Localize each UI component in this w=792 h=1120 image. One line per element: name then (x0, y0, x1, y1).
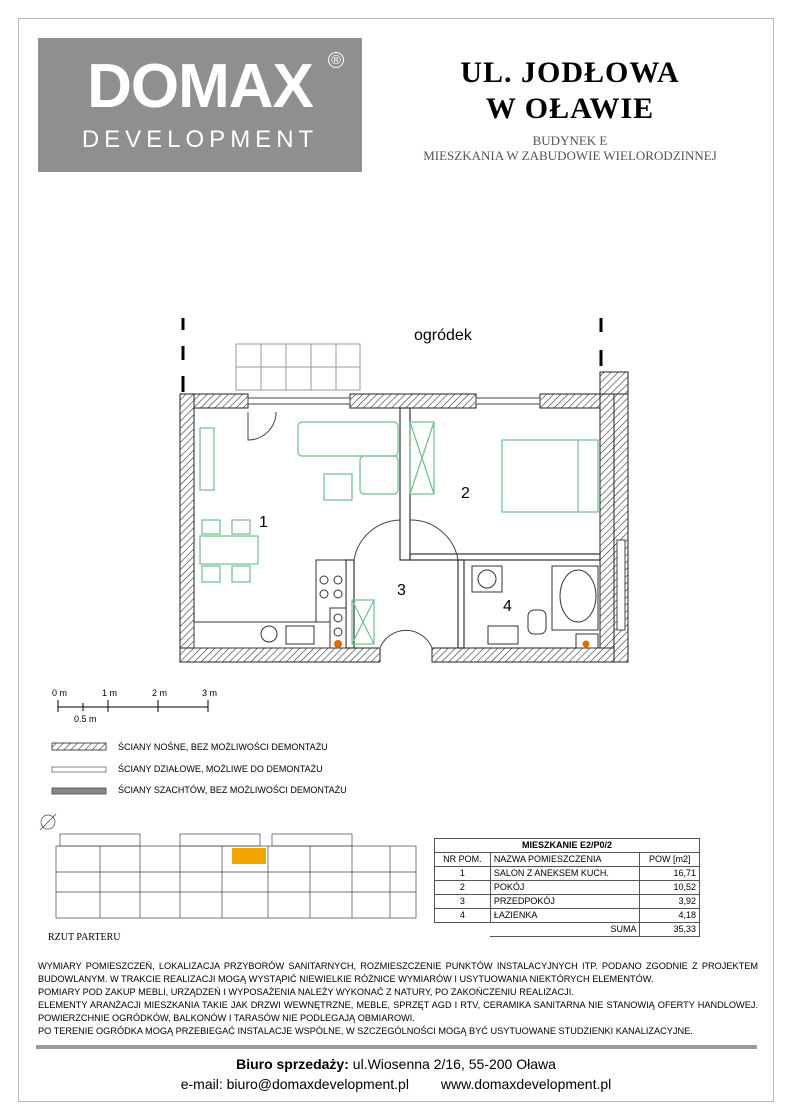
row-nr: 3 (435, 895, 491, 909)
disclaimer-notes (38, 960, 758, 1038)
table-header-name: NAZWA POMIESZCZENIA (490, 853, 640, 867)
room-2-number: 2 (461, 485, 470, 502)
sum-label: SUMA (490, 923, 640, 937)
registered-mark: ® (328, 52, 344, 68)
room-4-number: 4 (503, 598, 512, 615)
room-1-number: 1 (259, 514, 268, 531)
table-row (435, 895, 700, 909)
terrace-tiles (236, 344, 360, 390)
scale-2: 2 m (152, 688, 168, 698)
row-name: SALON Z ANEKSEM KUCH. (490, 867, 640, 881)
scale-0: 0 m (52, 688, 68, 698)
key-plan-highlight (232, 848, 266, 864)
city-title: W OŁAWIE (485, 92, 655, 125)
row-nr: 2 (435, 881, 491, 895)
website-link[interactable]: www.domaxdevelopment.pl (440, 1076, 612, 1092)
office-address: ul.Wiosenna 2/16, 55-200 Oława (348, 1056, 556, 1072)
scale-bar (58, 700, 208, 712)
footer-office (0, 1056, 792, 1072)
building-type: MIESZKANIA W ZABUDOWIE WIELORODZINNEJ (423, 148, 717, 163)
key-plan (40, 814, 416, 918)
row-name: PRZEDPOKÓJ (490, 895, 640, 909)
footer-contact (0, 1076, 792, 1092)
building-label: BUDYNEK E (532, 133, 608, 148)
note-line: PO TERENIE OGRÓDKA MOGĄ PRZEBIEGAĆ INSTALACJE WSPÓLNE, W SZCZEGÓLNOŚCI MOGĄ BYĆ USYTUOWANE STUDZIENKI KANALIZACYJNE. (38, 1026, 693, 1036)
table-row (435, 881, 700, 895)
row-area: 10,52 (640, 881, 700, 895)
shaft-marker (334, 640, 342, 648)
row-name: ŁAZIENKA (490, 909, 640, 923)
legend-swatches (52, 743, 106, 794)
note-line: POMIARY POD ZAKUP MEBLI, URZĄDZEŃ I WYPOSAŻENIA NALEŻY WYKONAĆ Z NATURY, PO ZAKOŃCZENIU REALIZACJI. (38, 987, 574, 997)
legend-partition: ŚCIANY DZIAŁOWE, MOŻLIWE DO DEMONTAŻU (118, 764, 323, 774)
garden-label: ogródek (414, 327, 472, 344)
row-area: 3,92 (640, 895, 700, 909)
table-header-nr: NR POM. (435, 853, 491, 867)
key-plan-label: RZUT PARTERU (48, 932, 121, 943)
bath-shaft-marker (583, 641, 590, 648)
row-nr: 1 (435, 867, 491, 881)
table-header-area: POW [m2] (640, 853, 700, 867)
note-line: WYMIARY POMIESZCZEŃ, LOKALIZACJA PRZYBORÓW SANITARNYCH, ROZMIESZCZENIE PUNKTÓW INSTALACYJNYCH ITP. PODANO ZGODNIE Z PROJEKTEM BUDOWLANYM. W TRAKCIE REALIZACJI MOGĄ WYSTĄPIĆ NIEWIELKIE RÓŻNICE WYMIARÓW I USYTUOWANIA NIEKTÓRYCH ELEMENTÓW. (38, 961, 758, 984)
table-row (435, 909, 700, 923)
footer-divider (36, 1045, 757, 1049)
bathroom-fixtures (472, 566, 598, 648)
scale-half: 0.5 m (74, 714, 97, 724)
row-area: 16,71 (640, 867, 700, 881)
row-name: POKÓJ (490, 881, 640, 895)
sum-value: 35,33 (640, 923, 700, 937)
note-line: ELEMENTY ARANŻACJI MIESZKANIA TAKIE JAK DRZWI WEWNĘTRZNE, MEBLE, SPRZĘT AGD I RTV, CERAMIKA SANITARNA NIE STANOWIĄ OFERTY HANDLOWEJ. POWIERZCHNIE OGRÓDKÓW, BALKONÓW I TARASÓW NIE PODLEGAJĄ OBMIAROWI. (38, 1000, 758, 1023)
plot-boundary-markers (183, 318, 601, 392)
scale-1: 1 m (102, 688, 118, 698)
row-area: 4,18 (640, 909, 700, 923)
row-nr: 4 (435, 909, 491, 923)
table-title: MIESZKANIE E2/P0/2 (435, 839, 700, 853)
legend-shaft: ŚCIANY SZACHTÓW, BEZ MOŻLIWOŚCI DEMONTAŻU (118, 785, 347, 795)
office-label: Biuro sprzedaży: (236, 1056, 349, 1072)
email-link[interactable]: e-mail: biuro@domaxdevelopment.pl (180, 1076, 409, 1092)
table-sum-row (435, 923, 700, 937)
table-row (435, 867, 700, 881)
scale-3: 3 m (202, 688, 218, 698)
rooms-table (434, 838, 700, 937)
legend-load-bearing: ŚCIANY NOŚNE, BEZ MOŻLIWOŚCI DEMONTAŻU (118, 742, 328, 752)
room-3-number: 3 (397, 582, 406, 599)
logo-brand: DOMAX (87, 52, 313, 121)
kitchen-block (194, 560, 346, 648)
logo-subtitle: DEVELOPMENT (81, 126, 319, 153)
street-title: UL. JODŁOWA (460, 56, 680, 89)
